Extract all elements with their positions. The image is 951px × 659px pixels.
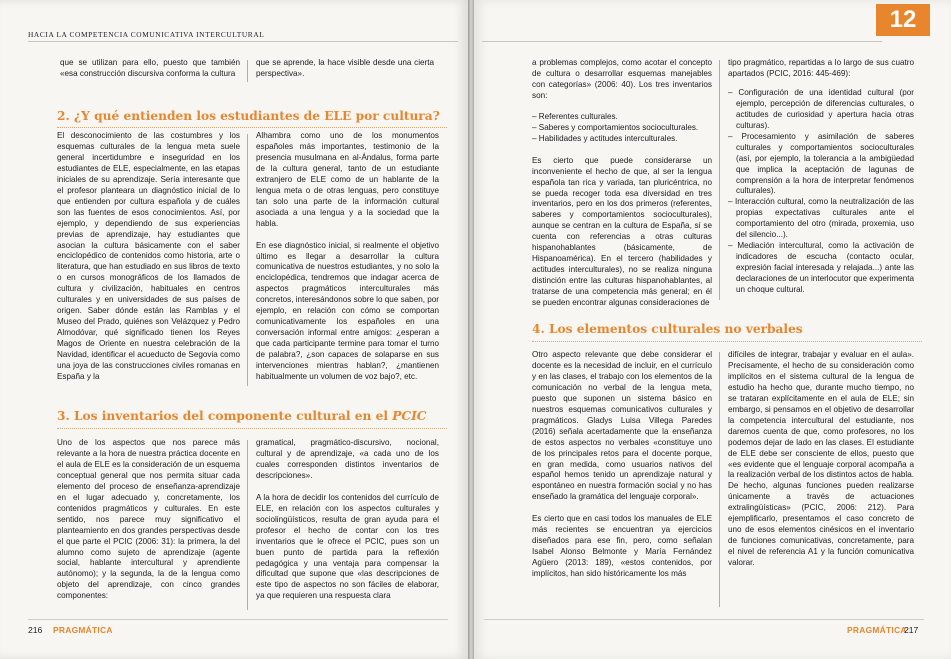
column-separator <box>719 60 720 300</box>
paragraph: Es cierto que en casi todos los manuales de ELE más recientes se encuentran ya ejercicios diseñados para ese fin, pero, como señalan Isabel Alonso Belmonte y María Fernández Agüero (2013: 189), «estos contenidos, por implícitos, han sido históricamente los más <box>532 514 712 579</box>
list-item: – Configuración de una identidad cultural (por ejemplo, percepción de diferencias culturales, o actitudes de curiosidad y apertura hacia otras culturas). <box>728 87 914 130</box>
list <box>532 112 712 145</box>
section-rule <box>57 428 447 429</box>
paragraph: a problemas complejos, como acotar el concepto de cultura o desarrollar esquemas manejables con categorías» (2006: 40). Los tres inventarios son: <box>532 58 712 100</box>
list-item: – Habilidades y actitudes interculturales. <box>532 133 678 143</box>
section-title: Los inventarios del componente cultural en el <box>73 409 388 423</box>
right-col1-upper <box>532 58 712 309</box>
paragraph: Uno de los aspectos que nos parece más relevante a la hora de nuestra práctica docente en el aula de ELE es la consideración de un esquema conceptual general que nos permita situar cada elemento del proceso de enseñanza-aprendizaje en el lugar adecuado y, concretamente, los contenidos pragmáticos y culturales. En este sentido, nos parece muy significativo el planteamiento en dos grandes perspectivas desde el que parte el PCIC (2006: 31): la primera, la del alumno como sujeto de aprendizaje (agente social, hablante intercultural y aprendiente autónomo); y la segunda, la de la lengua como objeto del aprendizaje, con cinco grandes componentes: <box>57 438 240 601</box>
list-item: – Procesamiento y asimilación de saberes culturales y comportamientos socioculturales (así, por ejemplo, la tolerancia a la ambigüedad que implica la aceptación de lagunas de comprensión a la hora de interpretar fenómenos culturales). <box>728 131 914 196</box>
footer-brand: PRAGMÁTICA <box>847 625 907 635</box>
section-4-col1 <box>532 350 712 580</box>
section-title-emphasis: PCIC <box>392 409 427 423</box>
section-2-col2 <box>256 131 439 383</box>
list-item: – Mediación intercultural, como la activación de indicadores de escucha (contacto ocular, expresión facial interesada y relajada...) ante las declaraciones de un interlocutor que experimenta un choque cultural. <box>728 241 914 295</box>
section-3-col1 <box>57 438 240 602</box>
paragraph: El desconocimiento de las costumbres y los esquemas culturales de la lengua meta suele general incertidumbre e inseguridad en los estudiantes de ELE, especialmente, en las etapas iniciales de su aprendizaje. Sería interesante que el profesor planteara un diagnóstico inicial de lo que entienden por cultura española y de cuáles son las fuentes de esos conocimientos. Así, por ejemplo, y dependiendo de sus experiencias previas de aprendizaje, hay estudiantes que asocian la cultura básicamente con el saber enciclopédico de contenidos como historia, arte o literatura, que han estudiado en sus libros de texto o en cursos monográficos de los llamados de cultura y civilización, habituales en centros culturales y en universidades de sus países de origen. Saber dónde están las Ramblas y el Museo del Prado, quiénes son Velázquez y Pedro Almodóvar, qué significado tienen los Reyes Magos de Oriente en nuestra celebración de la Navidad, identificar el acueducto de Segovia como una joya de las construcciones civiles romanas en España y la <box>57 131 240 381</box>
list-item: – Referentes culturales. <box>532 111 618 121</box>
section-rule <box>57 127 447 128</box>
paragraph: tipo pragmático, repartidas a lo largo de sus cuatro apartados (PCIC, 2016: 445-469): <box>728 58 914 78</box>
right-col2-upper <box>728 58 914 296</box>
footer-rule <box>28 619 448 620</box>
section-4-heading <box>532 322 803 336</box>
section-3-heading <box>57 409 426 423</box>
paragraph: A la hora de decidir los contenidos del currículo de ELE, en relación con los aspectos culturales y sociolingüísticos, resulta de gran ayuda para el profesor el hecho de contar con los tres inventarios que le ofrece el PCIC, pues son un buen punto de partida para la reflexión pedagógica y una ventaja para compensar la dificultad que supone que «las descripciones de este tipo de aspectos no son fáciles de elaborar, ya que requieren una respuesta clara <box>256 492 439 601</box>
paragraph: gramatical, pragmático-discursivo, nocional, cultural y de aprendizaje, «a cada uno de los cuales corresponden distintos inventarios de descripciones». <box>256 438 439 480</box>
paragraph: Otro aspecto relevante que debe considerar el docente es la necesidad de incluir, en el currículo y en las clases, el trabajo con los elementos de la comunicación no verbal de la lengua meta, puesto que suponen un sistema básico en nuestros esquemas comunicativos culturales y pragmáticos. Gladys Luisa Villega Paredes (2016) señala acertadamente que la enseñanza de estos aspectos no verbales «constituye uno de los principales retos para el docente porque, en gran medida, como usuarios nativos del español hemos tenido un aprendizaje natural y espontáneo en nuestra formación social y no has enseñado la gramática del lenguaje corporal». <box>532 350 712 502</box>
paragraph: difíciles de integrar, trabajar y evaluar en el aula». Precisamente, el hecho de su consideración como implícitos en el sistema cultural de la lengua de estudio ha hecho que, durante mucho tiempo, no se trataran explícitamente en el aula de ELE; sin embargo, si pensamos en el objetivo de desarrollar la competencia intercultural del estudiante, nos daremos cuenta de que, como profesores, no los podemos dejar de lado en las clases. El estudiante de ELE debe ser consciente de ellos, puesto que «es evidente que el lenguaje corporal acompaña a la realización verbal de los distintos actos de habla. De hecho, algunas funciones pueden realizarse únicamente a través de actuaciones extralingüísticas» (PCIC, 2006: 212). Para ejemplificarlo, presentamos el caso concreto de uno de esos elementos cinésicos en el inventario de funciones comunicativas, concretamente, para el nivel de referencia A1 y la función comunicativa valorar. <box>728 350 914 568</box>
list <box>728 88 914 296</box>
paragraph: que se utilizan para ello, puesto que también «esa construcción discursiva conforma la cultura <box>60 58 240 78</box>
section-3-col2 <box>256 438 439 602</box>
paragraph: que se aprende, la hace visible desde una cierta perspectiva». <box>256 58 434 78</box>
section-number: 3. <box>57 409 70 423</box>
paragraph: Es cierto que puede considerarse un inconveniente el hecho de que, al ser la lengua española tan rica y variada, tan pluricéntrica, no se pueda recoger toda esa diversidad en tres inventarios, pero en los dos primeros (referentes, saberes y comportamientos socioculturales), aunque se centran en la cultura de España, sí se cuenta con referencias a otras culturas hispanohablantes (básicamente, de Hispanoamérica). En el tercero (habilidades y actitudes interculturales), no se realiza ninguna distinción entre las culturas hispanohablantes, al tratarse de una competencia más general; en él se pueden encontrar algunas consideraciones de <box>532 155 712 308</box>
page-number: 217 <box>904 625 919 635</box>
list-item: – Saberes y comportamientos socioculturales. <box>532 122 699 132</box>
footer-rule <box>484 619 924 620</box>
column-separator <box>247 60 248 82</box>
section-title: Los elementos culturales no verbales <box>548 322 803 336</box>
section-2-col1 <box>57 131 240 383</box>
left-page <box>0 0 468 659</box>
page-number: 216 <box>28 625 43 635</box>
column-separator <box>247 134 248 386</box>
section-2-heading <box>57 109 440 123</box>
chapter-number-badge: 12 <box>876 4 930 36</box>
running-head: HACIA LA COMPETENCIA COMUNICATIVA INTERCULTURAL <box>28 30 265 39</box>
section-rule <box>532 341 922 342</box>
right-page <box>474 0 951 659</box>
column-separator <box>719 352 720 607</box>
top-text-col2 <box>256 58 434 80</box>
top-text-col1 <box>60 58 240 80</box>
section-4-col2 <box>728 350 914 569</box>
footer-brand: PRAGMÁTICA <box>53 625 113 635</box>
header-rule <box>28 41 458 42</box>
paragraph: Alhambra como uno de los monumentos españoles más importantes, testimonio de la presencia musulmana en al-Ándalus, forma parte de la cultura general, tanto de un estudiante extranjero de ELE como de un hablante de la lengua meta o de otras lenguas, pero constituye tan solo una parte de la información cultural asociada a una lengua y a la sociedad que la habla. <box>256 131 439 228</box>
column-separator <box>247 440 248 610</box>
section-number: 2. <box>57 109 70 123</box>
paragraph: En ese diagnóstico inicial, si realmente el objetivo último es llegar a desarrollar la cultura comunicativa de nuestros estudiantes, y no solo la enciclopédica, tendremos que indagar acerca de aspectos pragmáticos interculturales más concretos, interesándonos sobre lo que saben, por ejemplo, en relación con cómo se comportan comunicativamente los españoles en una conversación informal entre amigos: ¿esperan a que cada participante termine para tomar el turno de palabra?, ¿son capaces de solaparse en sus intervenciones mientras hablan?, ¿mantienen habitualmente un volumen de voz bajo?, etc. <box>256 240 439 382</box>
section-number: 4. <box>532 322 545 336</box>
list-item: – Interacción cultural, como la neutralización de las propias expectativas culturales ante el comportamiento del otro (mirada, proxemia, uso del silencio...). <box>728 197 914 240</box>
section-title: ¿Y qué entienden los estudiantes de ELE por cultura? <box>73 109 440 123</box>
header-rule <box>482 41 882 42</box>
